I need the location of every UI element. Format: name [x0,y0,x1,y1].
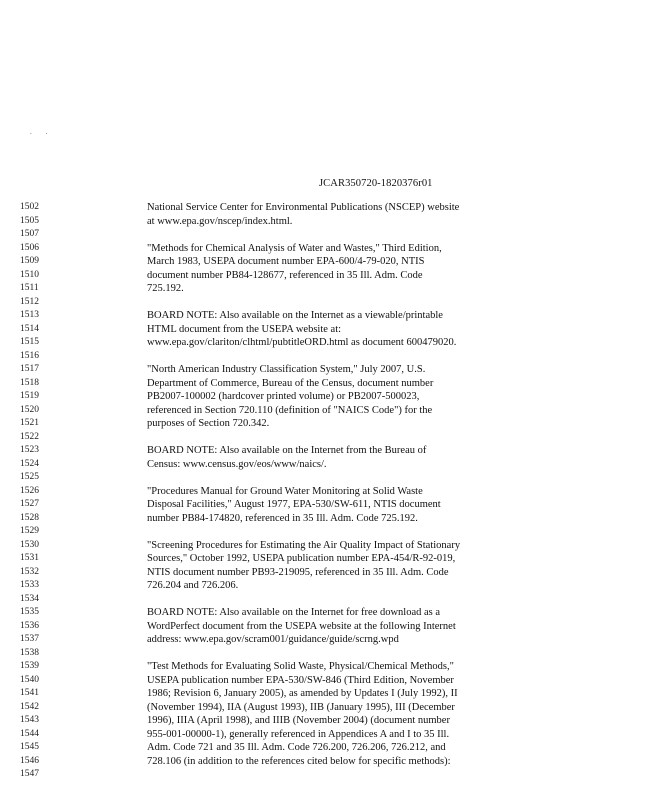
line-number: 1544 [20,728,39,739]
line-number: 1505 [20,215,39,226]
line-number: 1536 [20,620,39,631]
line-text: Census: www.census.gov/eos/www/naics/. [147,458,327,470]
line-number: 1509 [20,256,39,266]
line-text: March 1983, USEPA document number EPA-600/4-79-020, NTIS [147,256,425,267]
line-number: 1528 [20,512,39,523]
line-text: 955-001-00000-1), generally referenced in Appendices A and I to 35 Ill. [147,728,450,740]
line-number: 1534 [20,593,39,604]
line-number: 1543 [20,715,39,725]
line-text: "Test Methods for Evaluating Solid Waste, Physical/Chemical Methods," [147,661,454,672]
line-number: 1517 [20,364,39,374]
line-text: 1996), IIIA (April 1998), and IIIB (November 2004) (document number [147,715,450,726]
line-number: 1526 [20,485,39,496]
line-number: 1530 [20,539,39,550]
line-text: 725.192. [147,283,184,294]
line-number: 1539 [20,661,39,671]
line-number: 1502 [20,202,39,212]
line-text: USEPA publication number EPA-530/SW-846 (Third Edition, November [147,674,454,686]
line-text: "Screening Procedures for Estimating the Air Quality Impact of Stationary [147,539,461,551]
line-number: 1532 [20,566,39,577]
line-number: 1523 [20,445,39,455]
line-number: 1529 [20,526,39,536]
line-number: 1519 [20,391,39,401]
line-number: 1521 [20,418,39,428]
line-number: 1537 [20,634,39,644]
line-text: purposes of Section 720.342. [147,418,270,429]
line-text: National Service Center for Environmental Publications (NSCEP) website [147,202,460,213]
line-number: 1527 [20,499,39,509]
line-text: Adm. Code 721 and 35 Ill. Adm. Code 726.200, 726.206, 726.212, and [147,742,446,753]
line-number: 1514 [20,323,39,334]
line-text: BOARD NOTE: Also available on the Internet for free download as a [147,607,441,618]
line-text: WordPerfect document from the USEPA website at the following Internet [147,620,456,632]
line-number: 1515 [20,337,39,347]
line-number: 1525 [20,472,39,482]
line-text: (November 1994), IIA (August 1993), IIB (January 1995), III (December [147,701,455,713]
line-text: number PB84-174820, referenced in 35 Ill. Adm. Code 725.192. [147,512,418,524]
line-number: 1531 [20,553,39,563]
line-number: 1520 [20,404,39,415]
line-text: 728.106 (in addition to the references cited below for specific methods): [147,755,451,767]
line-number: 1516 [20,350,39,361]
line-text: document number PB84-128677, referenced in 35 Ill. Adm. Code [147,269,423,281]
line-number: 1507 [20,229,39,239]
document-id: JCAR350720-1820376r01 [319,178,433,189]
line-number: 1538 [20,647,39,658]
line-text: referenced in Section 720.110 (definition of "NAICS Code") for the [147,404,433,416]
line-text: address: www.epa.gov/scram001/guidance/guide/scrng.wpd [147,634,399,645]
line-number: 1512 [20,296,39,307]
line-text: 726.204 and 726.206. [147,580,239,591]
line-number: 1524 [20,458,39,469]
scan-specks: . . [30,128,54,136]
line-number: 1535 [20,607,39,617]
line-number: 1545 [20,742,39,752]
line-number: 1506 [20,242,39,253]
line-text: "Methods for Chemical Analysis of Water and Wastes," Third Edition, [147,242,442,254]
line-text: "Procedures Manual for Ground Water Monitoring at Solid Waste [147,485,423,497]
line-number: 1533 [20,580,39,590]
line-number: 1542 [20,701,39,712]
line-number: 1540 [20,674,39,685]
line-text: NTIS document number PB93-219095, referenced in 35 Ill. Adm. Code [147,566,449,578]
line-number: 1541 [20,688,39,698]
line-number: 1513 [20,310,39,320]
line-text: Sources," October 1992, USEPA publication number EPA-454/R-92-019, [147,553,456,564]
line-number: 1547 [20,769,39,779]
line-number: 1518 [20,377,39,388]
line-text: "North American Industry Classification System," July 2007, U.S. [147,364,426,375]
line-text: www.epa.gov/clariton/clhtml/pubtitleORD.html as document 600479020. [147,337,457,348]
line-text: Disposal Facilities," August 1977, EPA-530/SW-611, NTIS document [147,499,441,510]
line-number: 1510 [20,269,39,280]
line-text: at www.epa.gov/nscep/index.html. [147,215,293,227]
line-text: Department of Commerce, Bureau of the Census, document number [147,377,434,389]
line-text: BOARD NOTE: Also available on the Internet as a viewable/printable [147,310,443,321]
line-text: 1986; Revision 6, January 2005), as amended by Updates I (July 1992), II [147,688,458,699]
line-text: PB2007-100002 (hardcover printed volume) or PB2007-500023, [147,391,420,402]
line-text: HTML document from the USEPA website at: [147,323,342,335]
line-number: 1511 [20,283,39,293]
line-text: BOARD NOTE: Also available on the Internet from the Bureau of [147,445,427,456]
line-number: 1546 [20,755,39,766]
line-number: 1522 [20,431,39,442]
